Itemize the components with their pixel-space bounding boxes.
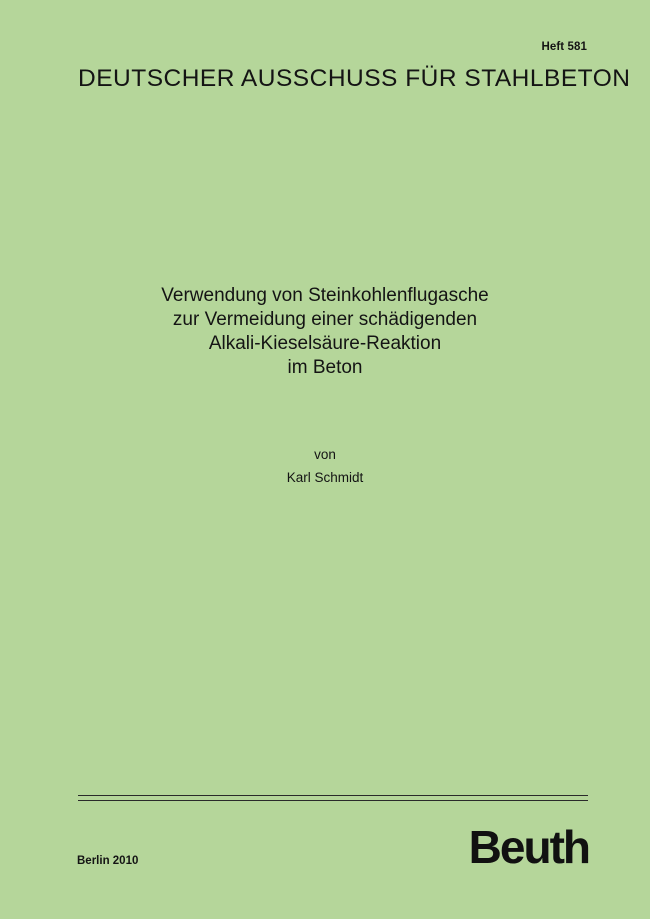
place-and-year: Berlin 2010 [77, 855, 139, 867]
title-line: zur Vermeidung einer schädigenden [172, 309, 478, 330]
divider-bottom [78, 800, 588, 801]
author-name: Karl Schmidt [286, 470, 364, 485]
issue-number: Heft 581 [541, 41, 587, 53]
title-line: im Beton [287, 357, 363, 378]
book-title [60, 284, 590, 380]
series-title: DEUTSCHER AUSSCHUSS FÜR STAHLBETON [78, 65, 631, 92]
publisher-logo: Beuth [468, 821, 589, 873]
divider-top [78, 795, 588, 796]
by-label: von [314, 447, 336, 462]
title-line: Alkali-Kieselsäure-Reaktion [208, 333, 442, 354]
title-line: Verwendung von Steinkohlenflugasche [161, 285, 489, 306]
